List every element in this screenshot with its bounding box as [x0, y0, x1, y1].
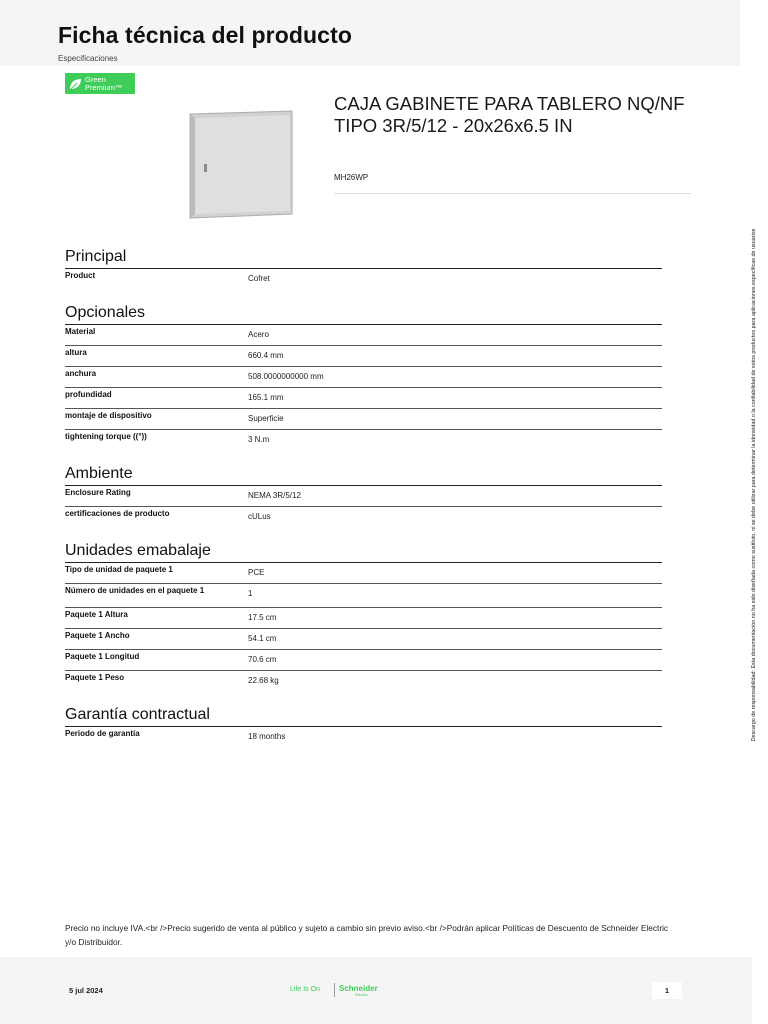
- spec-label: Número de unidades en el paquete 1: [65, 586, 205, 595]
- table-row: [65, 727, 662, 747]
- page-number: 1: [652, 982, 682, 999]
- spec-label: Paquete 1 Longitud: [65, 652, 140, 661]
- spec-label: Tipo de unidad de paquete 1: [65, 565, 173, 574]
- brand-sub: Electric: [355, 992, 369, 997]
- section-title: Principal: [65, 248, 662, 269]
- spec-value: Acero: [248, 330, 269, 339]
- spec-label: Periodo de garantía: [65, 729, 140, 738]
- table-row: [65, 608, 662, 629]
- spec-value: 54.1 cm: [248, 634, 277, 643]
- table-row: [65, 388, 662, 409]
- green-premium-badge: [65, 73, 135, 94]
- section-title: Garantía contractual: [65, 706, 662, 727]
- section-opcionales: [65, 304, 662, 450]
- spec-label: Paquete 1 Altura: [65, 610, 128, 619]
- spec-label: Enclosure Rating: [65, 488, 131, 497]
- spec-label: tightening torque ((°)): [65, 432, 147, 441]
- table-row: [65, 409, 662, 430]
- section-principal: [65, 248, 662, 289]
- spec-value: Cofret: [248, 274, 270, 283]
- spec-value: 18 months: [248, 732, 286, 741]
- brand-name: Schneider: [339, 984, 378, 993]
- table-row: [65, 367, 662, 388]
- spec-label: altura: [65, 348, 87, 357]
- price-footnote: Precio no incluye IVA.<br />Precio sugerido de venta al público y sujeto a cambio sin previo aviso.<br />Podrán aplicar Políticas de Descuento de Schneider Electric y/o Distribuidor.: [65, 923, 669, 947]
- spec-label: Material: [65, 327, 96, 336]
- product-image: [186, 108, 298, 220]
- product-name: CAJA GABINETE PARA TABLERO NQ/NF TIPO 3R/5/12 - 20x26x6.5 IN: [334, 93, 685, 136]
- table-row: [65, 486, 662, 507]
- spec-label: certificaciones de producto: [65, 509, 170, 518]
- life-is-on-tagline: Life Is On: [290, 986, 320, 993]
- footer-date: 5 jul 2024: [69, 986, 103, 995]
- table-row: [65, 629, 662, 650]
- section-garantia: [65, 706, 662, 747]
- side-disclaimer: [740, 180, 768, 790]
- page-title: Ficha técnica del producto: [58, 22, 352, 48]
- table-row: [65, 584, 662, 608]
- spec-value: 70.6 cm: [248, 655, 277, 664]
- spec-value: NEMA 3R/5/12: [248, 491, 301, 500]
- section-title: Unidades emabalaje: [65, 542, 662, 563]
- spec-label: anchura: [65, 369, 97, 378]
- badge-line-1: Green: [85, 74, 106, 84]
- section-title: Opcionales: [65, 304, 662, 325]
- spec-label: profundidad: [65, 390, 112, 399]
- spec-value: cULus: [248, 512, 271, 521]
- table-row: [65, 507, 662, 527]
- spec-value: 22.68 kg: [248, 676, 279, 685]
- spec-label: Paquete 1 Ancho: [65, 631, 130, 640]
- product-code: MH26WP: [334, 173, 369, 182]
- spec-value: 3 N.m: [248, 435, 270, 444]
- spec-label: montaje de dispositivo: [65, 411, 152, 420]
- table-row: [65, 563, 662, 584]
- spec-value: 17.5 cm: [248, 613, 277, 622]
- spec-value: 1: [248, 589, 253, 598]
- section-ambiente: [65, 465, 662, 527]
- page-subtitle: Especificaciones: [58, 54, 118, 63]
- side-disclaimer-text: Descargo de responsabilidad: Esta documentación no ha sido diseñada como sustituto, ni se debe utilizar para determinar la idoneidad o la confiabilidad de estos productos para aplicaciones específicas de usuarios: [751, 228, 757, 742]
- badge-line-2: Premium™: [85, 82, 123, 92]
- spec-value: 165.1 mm: [248, 393, 284, 402]
- product-divider: [334, 193, 691, 194]
- section-unidades-embalaje: [65, 542, 662, 691]
- table-row: [65, 671, 662, 691]
- table-row: [65, 346, 662, 367]
- spec-value: 660.4 mm: [248, 351, 284, 360]
- table-row: [65, 430, 662, 450]
- spec-value: Superficie: [248, 414, 284, 423]
- leaf-icon: [67, 76, 83, 92]
- logo-separator: [334, 983, 335, 997]
- spec-value: 508.0000000000 mm: [248, 372, 324, 381]
- table-row: [65, 650, 662, 671]
- spec-value: PCE: [248, 568, 265, 577]
- spec-label: Product: [65, 271, 96, 280]
- schneider-electric-logo: [339, 985, 378, 997]
- spec-label: Paquete 1 Peso: [65, 673, 125, 682]
- section-title: Ambiente: [65, 465, 662, 486]
- table-row: [65, 325, 662, 346]
- table-row: [65, 269, 662, 289]
